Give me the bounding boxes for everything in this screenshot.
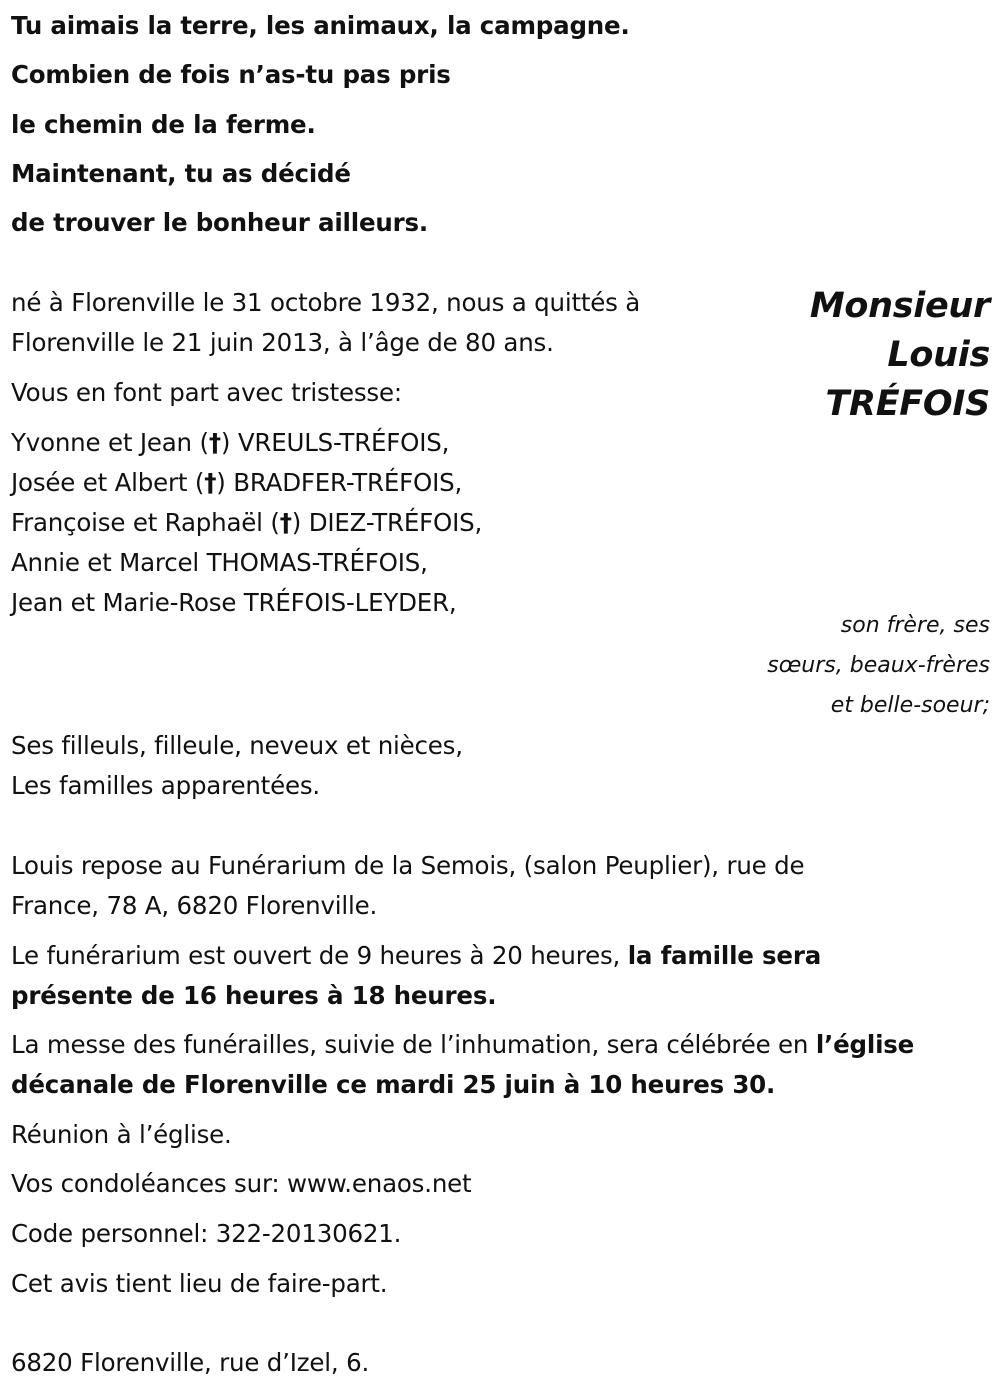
family-member-text: ) VREULS-TRÉFOIS, (220, 428, 450, 457)
deceased-name-block (810, 282, 990, 429)
mass-text: La messe des funérailles, suivie de l’inhumation, sera célébrée en (11, 1030, 816, 1059)
funerarium-line-1: Louis repose au Funérarium de la Semois, (salon Peuplier), rue de (11, 851, 805, 880)
announce-text: Vous en font part avec tristesse: (11, 378, 402, 407)
opening-text: Le funérarium est ouvert de 9 heures à 20 heures, (11, 941, 628, 970)
family-member-text: Josée et Albert ( (11, 468, 205, 497)
poem-line-5: de trouver le bonheur ailleurs. (11, 208, 428, 237)
notice-text: Cet avis tient lieu de faire-part. (11, 1269, 388, 1298)
family-member-1 (11, 423, 449, 463)
family-member-3 (11, 503, 482, 543)
opening-line-1 (11, 936, 821, 976)
family-member-text: Yvonne et Jean ( (11, 428, 209, 457)
address-text: 6820 Florenville, rue d’Izel, 6. (11, 1348, 370, 1377)
mass-line-2: décanale de Florenville ce mardi 25 juin à 10 heures 30. (11, 1070, 776, 1099)
family-member-5: Jean et Marie-Rose TRÉFOIS-LEYDER, (11, 588, 457, 617)
mass-line-1 (11, 1025, 914, 1065)
family-member-text: Françoise et Raphaël ( (11, 508, 280, 537)
poem-line-3: le chemin de la ferme. (11, 110, 316, 139)
relation-block (767, 606, 990, 726)
deceased-last-name: TRÉFOIS (825, 384, 990, 424)
cross-icon: † (204, 468, 217, 497)
family-member-4: Annie et Marcel THOMAS-TRÉFOIS, (11, 548, 428, 577)
relation-line-2: sœurs, beaux-frères (767, 653, 990, 678)
poem-line-1: Tu aimais la terre, les animaux, la campagne. (11, 11, 630, 40)
funerarium-line-2: France, 78 A, 6820 Florenville. (11, 891, 378, 920)
birth-death-line-2: Florenville le 21 juin 2013, à l’âge de 80 ans. (11, 328, 554, 357)
poem-line-2: Combien de fois n’as-tu pas pris (11, 60, 451, 89)
relation-line-1: son frère, ses (840, 613, 990, 638)
condolences-text: Vos condoléances sur: www.enaos.net (11, 1169, 472, 1198)
reunion-text: Réunion à l’église. (11, 1120, 232, 1149)
cross-icon: † (279, 508, 292, 537)
mass-bold-text: l’église (815, 1030, 915, 1059)
opening-bold-text: la famille sera (627, 941, 822, 970)
cross-icon: † (208, 428, 221, 457)
poem-line-4: Maintenant, tu as décidé (11, 159, 351, 188)
family-member-text: ) DIEZ-TRÉFOIS, (291, 508, 483, 537)
birth-death-line-1: né à Florenville le 31 octobre 1932, nous a quittés à (11, 288, 641, 317)
family-member-2 (11, 463, 462, 503)
opening-line-2: présente de 16 heures à 18 heures. (11, 981, 497, 1010)
others-line-2: Les familles apparentées. (11, 771, 320, 800)
code-text: Code personnel: 322-20130621. (11, 1219, 402, 1248)
relation-line-3: et belle-soeur; (830, 693, 990, 718)
deceased-first-name: Louis (887, 335, 990, 375)
deceased-title: Monsieur (809, 286, 990, 326)
others-line-1: Ses filleuls, filleule, neveux et nièces, (11, 731, 463, 760)
family-member-text: ) BRADFER-TRÉFOIS, (216, 468, 463, 497)
